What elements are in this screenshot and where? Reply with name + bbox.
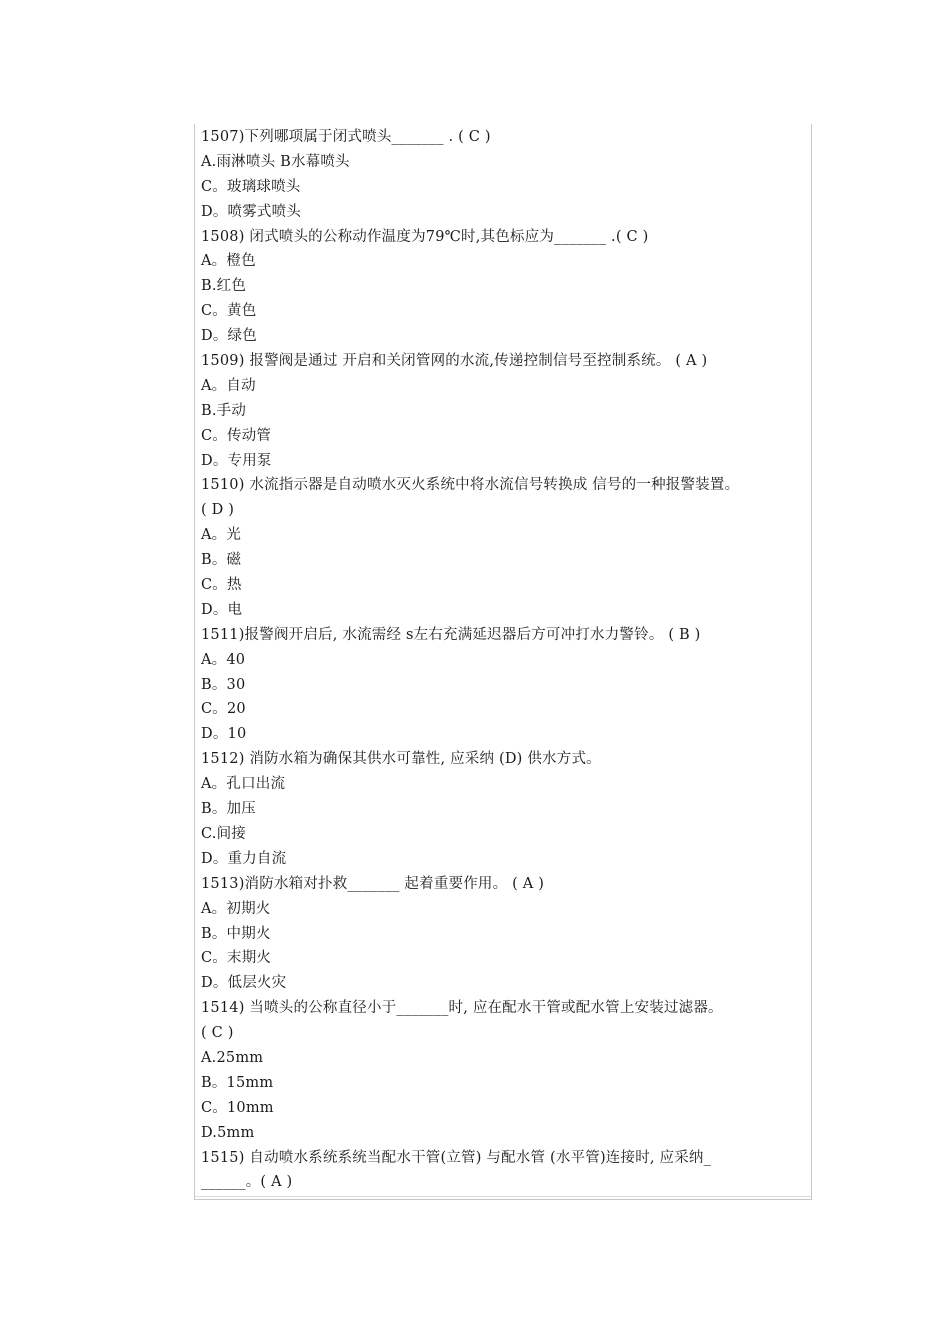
option-1509-d: D。专用泵 bbox=[201, 452, 272, 469]
question-1511: 1511)报警阀开启后, 水流需经 s左右充满延迟器后方可冲打水力警铃。 ( B ) bbox=[201, 626, 701, 643]
option-1514-a: A.25mm bbox=[201, 1049, 264, 1066]
question-1510: 1510) 水流指示器是自动喷水灭火系统中将水流信号转换成 信号的一种报警装置。 bbox=[201, 477, 740, 494]
option-1510-d: D。电 bbox=[201, 601, 243, 618]
answer-1514: ( C ) bbox=[201, 1025, 234, 1042]
option-1508-a: A。橙色 bbox=[201, 253, 256, 270]
option-1507-d: D。喷雾式喷头 bbox=[201, 203, 302, 220]
question-1515-continued: ______。( A ) bbox=[201, 1174, 293, 1191]
option-1513-d: D。低层火灾 bbox=[201, 975, 287, 992]
option-1513-c: C。末期火 bbox=[201, 950, 272, 967]
question-1507: 1507)下列哪项属于闭式喷头_______ . ( C ) bbox=[201, 129, 491, 145]
option-1512-d: D。重力自流 bbox=[201, 850, 287, 867]
option-1514-b: B。15mm bbox=[201, 1074, 274, 1091]
option-1510-c: C。热 bbox=[201, 577, 242, 594]
option-1511-d: D。10 bbox=[201, 726, 247, 743]
option-1511-a: A。40 bbox=[201, 651, 246, 668]
option-1512-c: C.间接 bbox=[201, 825, 246, 842]
option-1513-a: A。初期火 bbox=[201, 900, 271, 917]
answer-1510: ( D ) bbox=[201, 502, 235, 519]
option-1510-a: A。光 bbox=[201, 527, 242, 544]
question-list bbox=[201, 125, 809, 1195]
option-1514-d: D.5mm bbox=[201, 1124, 255, 1141]
option-1509-b: B.手动 bbox=[201, 402, 247, 419]
question-1509: 1509) 报警阀是通过 开启和关闭管网的水流,传递控制信号至控制系统。 ( A ) bbox=[201, 353, 708, 370]
question-1513: 1513)消防水箱对扑救_______ 起着重要作用。 ( A ) bbox=[201, 875, 545, 892]
option-1512-a: A。孔口出流 bbox=[201, 776, 286, 793]
question-1512: 1512) 消防水箱为确保其供水可靠性, 应采纳 (D) 供水方式。 bbox=[201, 751, 601, 768]
option-1512-b: B。加压 bbox=[201, 801, 256, 818]
option-1513-b: B。中期火 bbox=[201, 925, 271, 942]
option-1509-a: A。自动 bbox=[201, 377, 256, 394]
question-1508: 1508) 闭式喷头的公称动作温度为79℃时,其色标应为_______ .( C ) bbox=[201, 228, 649, 245]
option-1511-c: C。20 bbox=[201, 701, 246, 718]
option-1510-b: B。磁 bbox=[201, 552, 242, 569]
option-1511-b: B。30 bbox=[201, 676, 246, 693]
option-1509-c: C。传动管 bbox=[201, 427, 272, 444]
option-1508-d: D。绿色 bbox=[201, 328, 257, 345]
option-1507-ab: A.雨淋喷头 B水幕喷头 bbox=[201, 153, 350, 170]
option-1514-c: C。10mm bbox=[201, 1099, 274, 1116]
option-1507-c: C。玻璃球喷头 bbox=[201, 178, 301, 195]
option-1508-c: C。黄色 bbox=[201, 303, 257, 320]
option-1508-b: B.红色 bbox=[201, 278, 247, 295]
question-1514: 1514) 当喷头的公称直径小于_______时, 应在配水干管或配水管上安装过滤器。 bbox=[201, 1000, 723, 1017]
question-1515: 1515) 自动喷水系统系统当配水干管(立管) 与配水管 (水平管)连接时, 应采纳_ bbox=[201, 1149, 712, 1166]
